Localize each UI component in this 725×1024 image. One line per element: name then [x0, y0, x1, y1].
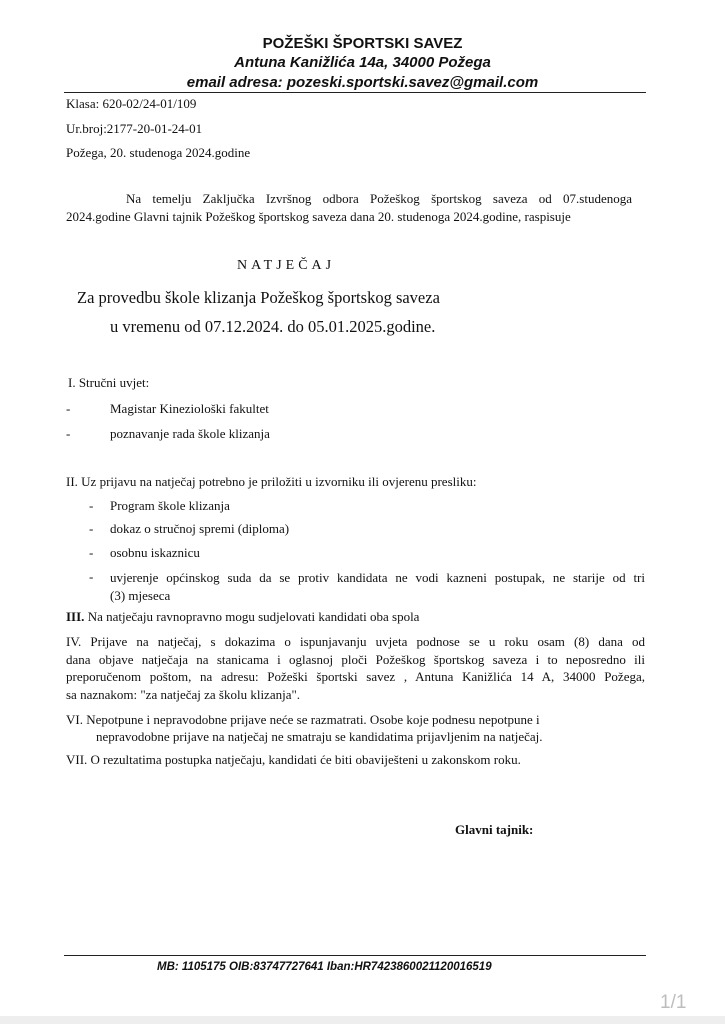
intro-line: Na temelju Zaključka Izvršnog odbora Požeškog športskog saveza od 07.studenoga: [126, 191, 632, 206]
section-1-heading: I. Stručni uvjet:: [68, 375, 150, 390]
signature-label: Glavni tajnik:: [455, 822, 534, 837]
list-bullet: -: [89, 545, 94, 560]
list-bullet: -: [66, 426, 71, 441]
org-email: email adresa: pozeski.sportski.savez@gmail.com: [186, 74, 539, 91]
section-6-line: nepravodobne prijave na natječaj ne smatraju se kandidatima prijavljenim na natječaj.: [96, 729, 543, 744]
section-4-line: preporučenom poštom, na adresu: Požeški športski savez , Antuna Kanižlića 14 A, 34000 Požega,: [66, 669, 645, 684]
footer-info: MB: 1105175 OIB:83747727641 Iban:HR7423860021120016519: [157, 961, 492, 973]
bottom-bar: [0, 1016, 725, 1024]
list-item: [110, 569, 645, 604]
org-address: Antuna Kanižlića 14a, 34000 Požega: [234, 54, 491, 71]
list-item-line: uvjerenje općinskog suda da se protiv kandidata ne vodi kazneni postupak, ne starije od tri: [110, 570, 645, 585]
list-item: Program škole klizanja: [110, 498, 230, 513]
section-4-line: dana objave natječaja na stanicama i oglasnoj ploči Požeškog športskog saveza i to neposredno ili: [66, 651, 645, 667]
section-4-line: IV. Prijave na natječaj, s dokazima o ispunjavanju uvjeta podnose se u roku osam (8) dana od: [66, 634, 645, 649]
section-2-heading: II. Uz prijavu na natječaj potrebno je priložiti u izvorniku ili ovjerenu presliku:: [66, 474, 477, 489]
header-rule: [64, 92, 646, 93]
org-name: POŽEŠKI ŠPORTSKI SAVEZ: [262, 35, 463, 52]
list-item: Magistar Kineziološki fakultet: [110, 401, 269, 416]
footer-rule: [64, 955, 646, 956]
section-3-number: III.: [66, 609, 85, 624]
section-3: [66, 609, 419, 625]
section-4-paragraph: [66, 633, 645, 703]
section-3-text: Na natječaju ravnopravno mogu sudjelovati kandidati oba spola: [84, 609, 420, 624]
page-indicator: 1/1: [660, 992, 687, 1013]
list-bullet: -: [66, 401, 71, 416]
section-4-line: sa naznakom: "za natječaj za školu klizanja".: [66, 686, 301, 702]
urbroj: Ur.broj:2177-20-01-24-01: [66, 121, 203, 136]
document-title: NATJEČAJ: [237, 258, 336, 273]
intro-paragraph: [66, 190, 632, 225]
list-bullet: -: [89, 498, 94, 513]
klasa: Klasa: 620-02/24-01/109: [66, 96, 197, 111]
subtitle-line: u vremenu od 07.12.2024. do 05.01.2025.godine.: [110, 317, 436, 336]
list-item-line: (3) mjeseca: [110, 587, 171, 603]
list-bullet: -: [89, 569, 94, 584]
section-6-line: VI. Nepotpune i nepravodobne prijave neće se razmatrati. Osobe koje podnesu nepotpune i: [66, 712, 540, 727]
list-item: osobnu iskaznicu: [110, 545, 200, 560]
intro-line: 2024.godine Glavni tajnik Požeškog športskog saveza dana 20. studenoga 2024.godine, raspisuje: [66, 208, 571, 224]
subtitle-line: Za provedbu škole klizanja Požeškog športskog saveza: [77, 288, 440, 307]
list-bullet: -: [89, 521, 94, 536]
section-7: VII. O rezultatima postupka natječaju, kandidati će biti obaviješteni u zakonskom roku.: [66, 752, 521, 767]
place-date: Požega, 20. studenoga 2024.godine: [66, 145, 251, 160]
list-item: poznavanje rada škole klizanja: [110, 426, 270, 441]
list-item: dokaz o stručnoj spremi (diploma): [110, 521, 290, 536]
